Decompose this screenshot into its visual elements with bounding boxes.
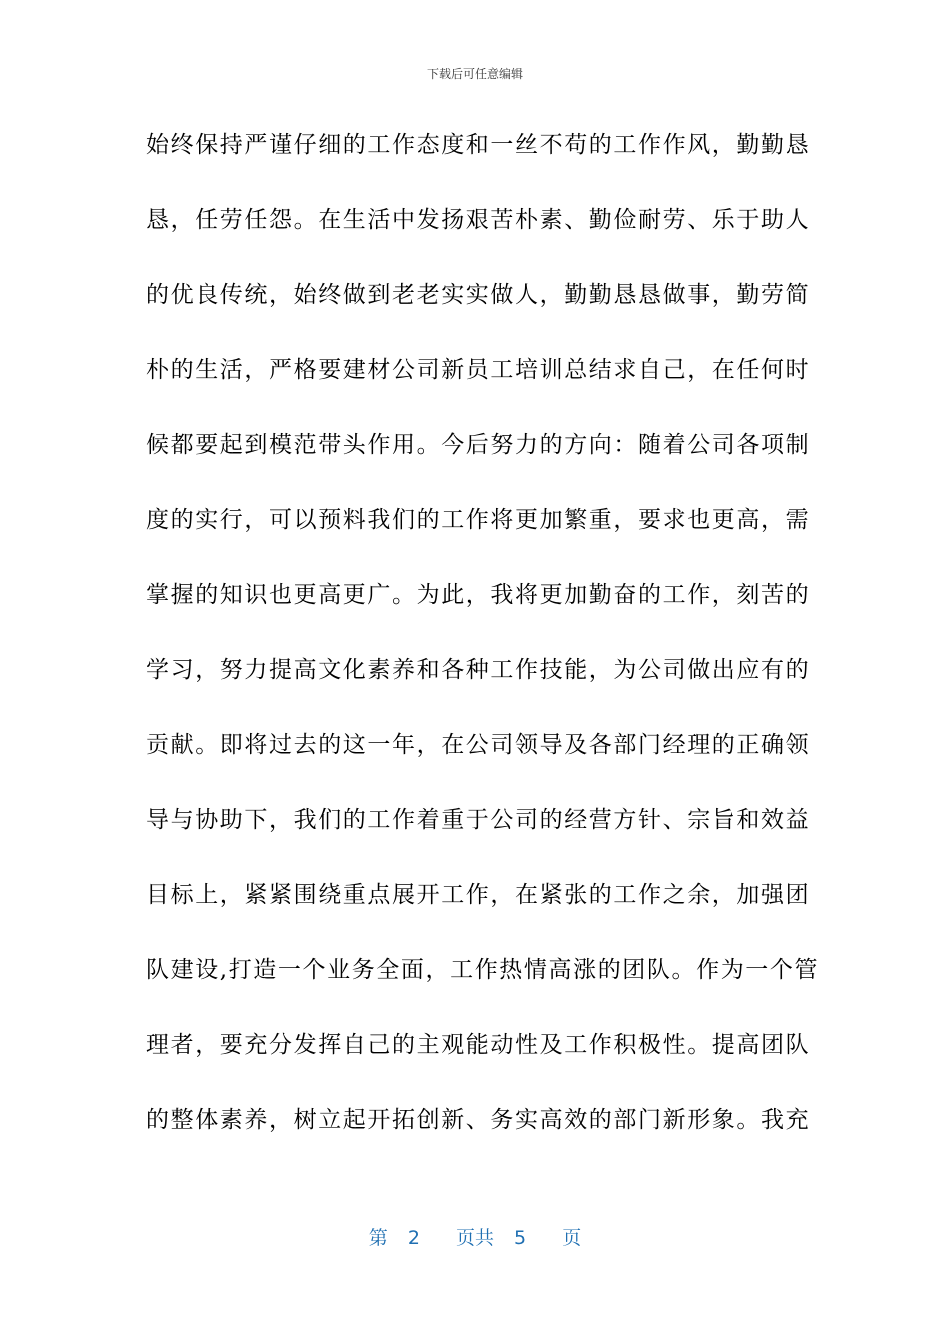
text-line: 掌握的知识也更高更广。为此，我将更加勤奋的工作，刻苦的	[146, 582, 811, 608]
text-line: 目标上，紧紧围绕重点展开工作，在紧张的工作之余，加强团	[146, 882, 811, 908]
page-footer	[0, 1226, 950, 1250]
text-line: 队建设,打造一个业务全面，工作热情高涨的团队。作为一个管	[146, 957, 820, 983]
text-line: 度的实行，可以预料我们的工作将更加繁重，要求也更高，需	[146, 507, 811, 533]
text-line: 的整体素养，树立起开拓创新、务实高效的部门新形象。我充	[146, 1107, 811, 1133]
text-line: 导与协助下，我们的工作着重于公司的经营方针、宗旨和效益	[146, 807, 811, 833]
text-line: 恳，任劳任怨。在生活中发扬艰苦朴素、勤俭耐劳、乐于助人	[146, 207, 811, 233]
footer-suffix: 页	[562, 1227, 582, 1249]
total-pages-number: 5	[514, 1227, 527, 1249]
text-line: 始终保持严谨仔细的工作态度和一丝不苟的工作作风，勤勤恳	[146, 132, 811, 158]
text-line: 的优良传统，始终做到老老实实做人，勤勤恳恳做事，勤劳简	[146, 282, 811, 308]
text-line: 朴的生活，严格要建材公司新员工培训总结求自己，在任何时	[146, 357, 811, 383]
current-page-number: 2	[407, 1227, 420, 1249]
document-body	[146, 124, 820, 1174]
footer-prefix: 第	[368, 1227, 388, 1249]
text-line: 学习，努力提高文化素养和各种工作技能，为公司做出应有的	[146, 657, 811, 683]
footer-middle: 页共	[455, 1227, 494, 1249]
text-line: 候都要起到模范带头作用。今后努力的方向：随着公司各项制	[146, 432, 811, 458]
text-line: 理者，要充分发挥自己的主观能动性及工作积极性。提高团队	[146, 1032, 811, 1058]
page-header-note: 下载后可任意编辑	[426, 67, 523, 81]
text-line: 贡献。即将过去的这一年，在公司领导及各部门经理的正确领	[146, 732, 811, 758]
